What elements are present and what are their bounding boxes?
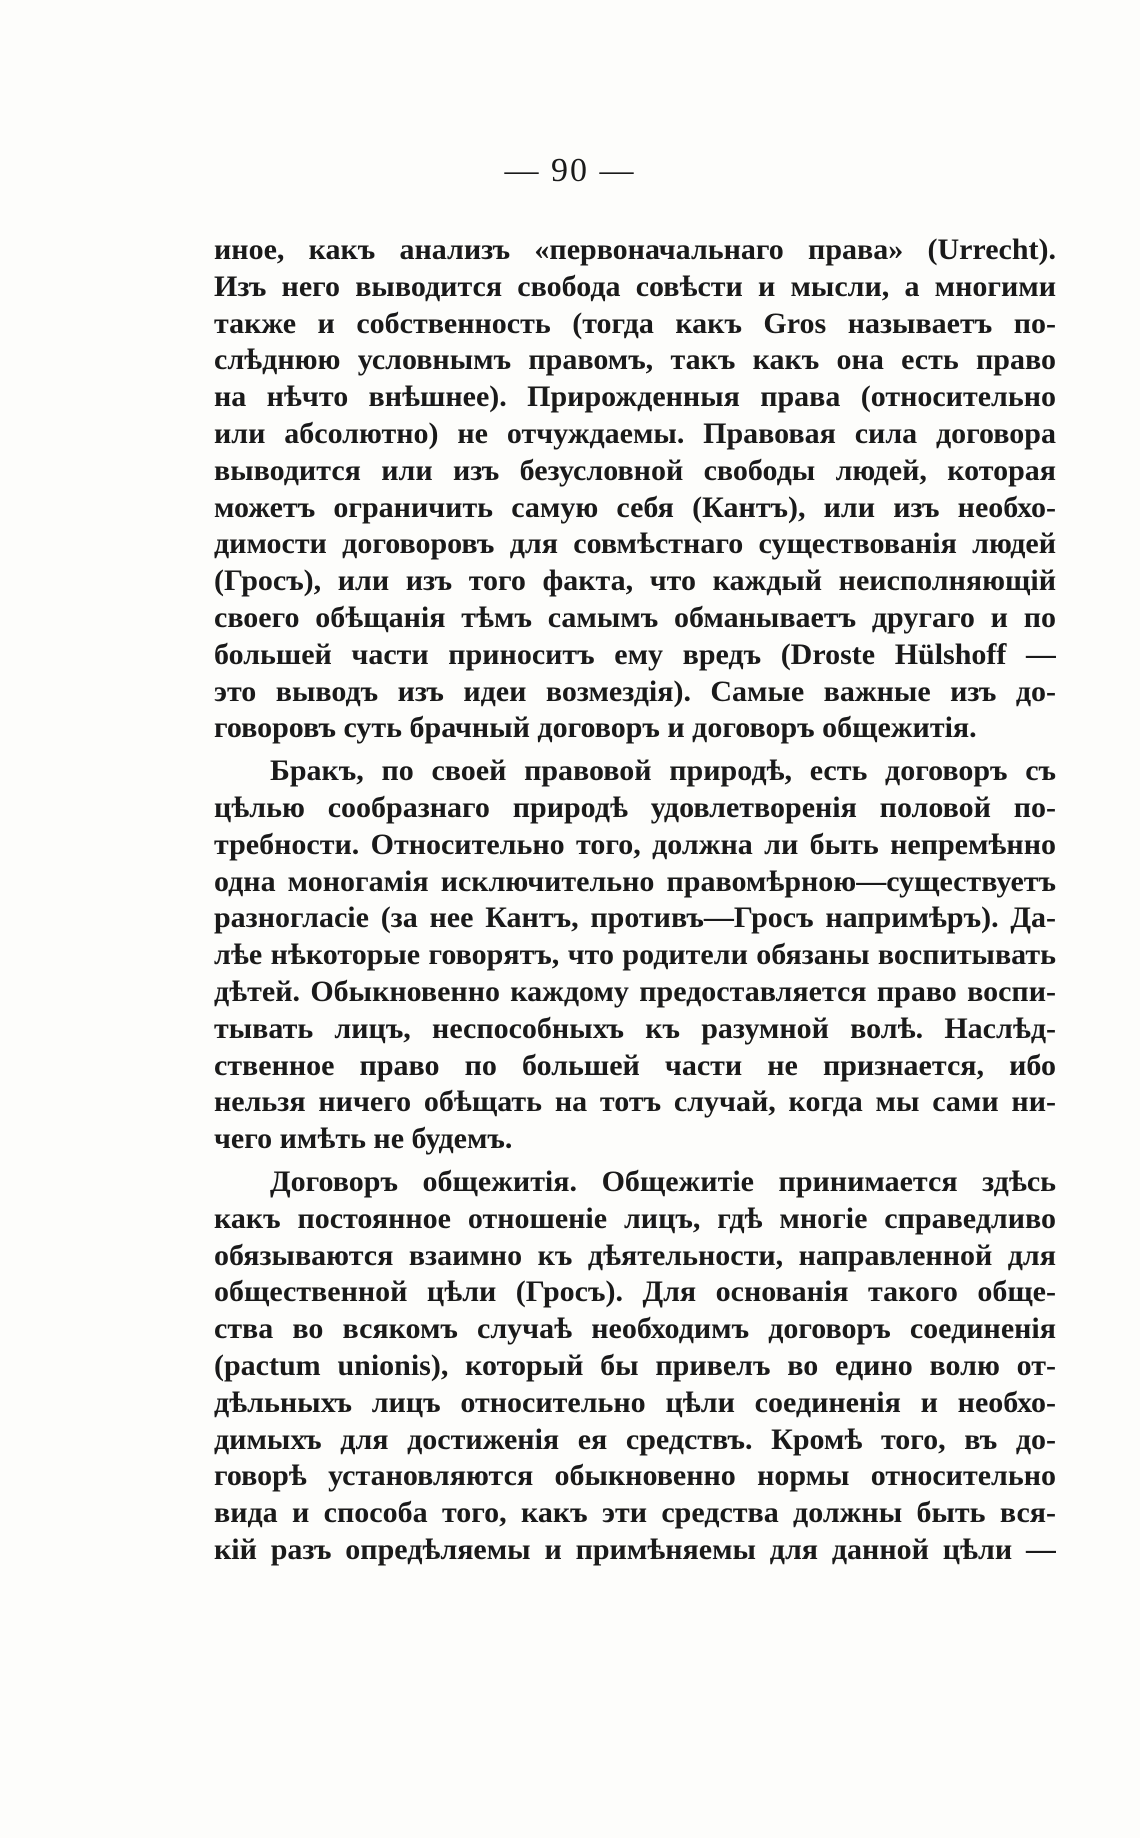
body-text (214, 232, 1056, 1569)
text-line: говоровъ суть брачный договоръ и договоръ общежитія. (214, 711, 977, 745)
text-line: вида и способа того, какъ эти средства должны быть вся- (214, 1496, 1056, 1530)
text-line: ственное право по большей части не признается, ибо (214, 1048, 1056, 1082)
text-line: своего обѣщанія тѣмъ самымъ обманываетъ другаго и по (214, 600, 1056, 634)
text-line: можетъ ограничить самую себя (Кантъ), или изъ необхо- (214, 490, 1056, 524)
text-line: какъ постоянное отношеніе лицъ, гдѣ многіе справедливо (214, 1201, 1056, 1235)
text-line: это выводъ изъ идеи возмездія). Самые важные изъ до- (214, 674, 1056, 708)
text-line: лѣе нѣкоторые говорятъ, что родители обязаны воспитывать (214, 938, 1056, 972)
text-line: выводится или изъ безусловной свободы людей, которая (214, 453, 1056, 487)
text-line: нельзя ничего обѣщать на тотъ случай, когда мы сами ни- (214, 1085, 1056, 1119)
paragraph-2 (214, 753, 1056, 1158)
text-line: большей части приноситъ ему вредъ (Droste Hülshoff — (214, 637, 1056, 671)
text-line: говорѣ установляются обыкновенно нормы относительно (214, 1459, 1056, 1493)
page-number: — 90 — (504, 152, 636, 189)
text-line: дѣтей. Обыкновенно каждому предоставляется право воспи- (214, 974, 1056, 1008)
text-line: Бракъ, по своей правовой природѣ, есть договоръ съ (270, 754, 1056, 788)
text-line: димыхъ для достиженія ея средствъ. Кромѣ того, въ до- (214, 1422, 1056, 1456)
text-line: Изъ него выводится свобода совѣсти и мысли, а многими (214, 269, 1056, 303)
paragraph-3 (214, 1164, 1056, 1569)
text-line: димости договоровъ для совмѣстнаго существованія людей (214, 527, 1056, 561)
text-line: цѣлью сообразнаго природѣ удовлетворенія половой по- (214, 790, 1056, 824)
text-line: тывать лицъ, неспособныхъ къ разумной волѣ. Наслѣд- (214, 1011, 1056, 1045)
text-line: требности. Относительно того, должна ли быть непремѣнно (214, 827, 1056, 861)
text-line: на нѣчто внѣшнее). Прирожденныя права (относительно (214, 380, 1056, 414)
text-line: (pactum unionis), который бы привелъ во едино волю от- (214, 1348, 1056, 1382)
text-line: обязываются взаимно къ дѣятельности, направленной для (214, 1238, 1056, 1272)
text-line: чего имѣть не будемъ. (214, 1122, 513, 1156)
text-line: также и собственность (тогда какъ Gros называетъ по- (214, 306, 1056, 340)
text-line: (Гросъ), или изъ того факта, что каждый неисполняющій (214, 564, 1056, 598)
text-line: разногласіе (за нее Кантъ, противъ—Гросъ напримѣръ). Да- (214, 901, 1056, 935)
text-line: иное, какъ анализъ «первоначальнаго права» (Urrecht). (214, 233, 1056, 266)
text-line: ства во всякомъ случаѣ необходимъ договоръ соединенія (214, 1312, 1056, 1346)
text-line: кій разъ опредѣляемы и примѣняемы для данной цѣли — (214, 1532, 1056, 1566)
text-line: одна моногамія исключительно правомѣрною—существуетъ (214, 864, 1056, 898)
paragraph-1 (214, 232, 1056, 747)
text-line: Договоръ общежитія. Общежитіе принимается здѣсь (270, 1164, 1056, 1198)
text-line: общественной цѣли (Гросъ). Для основанія такого обще- (214, 1275, 1056, 1309)
text-line: или абсолютно) не отчуждаемы. Правовая сила договора (214, 416, 1056, 450)
text-line: дѣльныхъ лицъ относительно цѣли соединенія и необхо- (214, 1385, 1056, 1419)
text-line: слѣднюю условнымъ правомъ, такъ какъ она есть право (214, 343, 1056, 377)
